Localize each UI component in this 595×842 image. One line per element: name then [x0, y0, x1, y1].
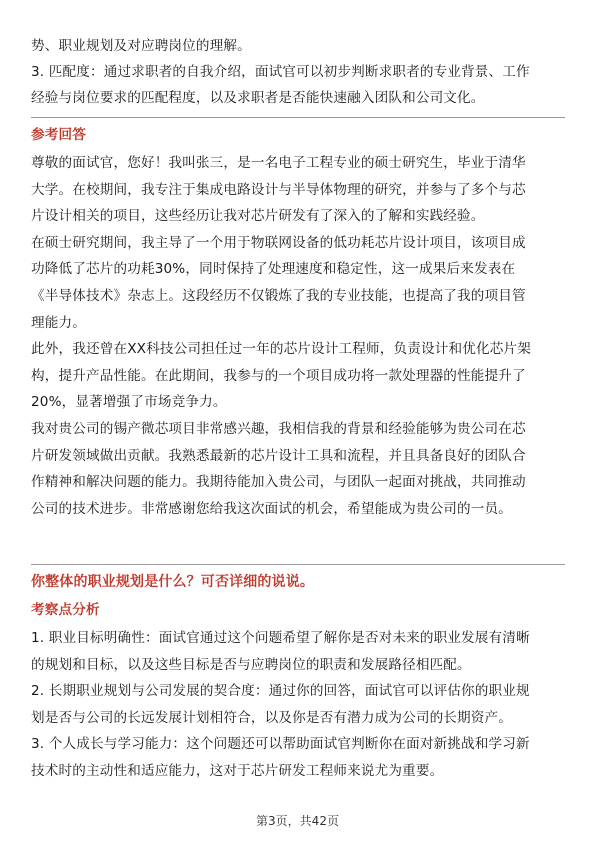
text-line: 功降低了芯片的功耗30%，同时保持了处理速度和稳定性，这一成果后来发表在	[31, 261, 516, 278]
text-line: 技术时的主动性和适应能力，这对于芯片研发工程师来说尤为重要。	[31, 762, 444, 779]
text-line: 3. 个人成长与学习能力：这个问题还可以帮助面试官判断你在面对新挑战和学习新	[31, 736, 530, 753]
text-line: 公司的技术进步。非常感谢您给我这次面试的机会，希望能成为贵公司的一员。	[31, 500, 513, 517]
answer-heading: 参考回答	[31, 127, 86, 143]
text-line: 作精神和解决问题的能力。我期待能加入贵公司，与团队一起面对挑战，共同推动	[31, 474, 526, 491]
section1-tail	[31, 34, 530, 110]
text-line: 3. 匹配度：通过求职者的自我介绍，面试官可以初步判断求职者的专业背景、工作	[31, 64, 530, 80]
text-line: 构，提升产品性能。在此期间，我参与的一个项目成功将一款处理器的性能提升了	[31, 367, 526, 384]
text-line: 我对贵公司的锡产微芯项目非常感兴趣，我相信我的背景和经验能够为贵公司在芯	[31, 420, 526, 437]
text-line: 2. 长期职业规划与公司发展的契合度：通过你的回答，面试官可以评估你的职业规	[31, 683, 530, 700]
text-line: 在硕士研究期间，我主导了一个用于物联网设备的低功耗芯片设计项目，该项目成	[31, 234, 526, 251]
text-line: 理能力。	[31, 314, 86, 331]
answer-body	[31, 150, 531, 522]
question-heading: 你整体的职业规划是什么？可否详细的说说。	[31, 574, 314, 590]
text-line: 片研发领域做出贡献。我熟悉最新的芯片设计工具和流程，并且具备良好的团队合	[31, 447, 526, 464]
page-number: 第3页，共42页	[256, 814, 339, 828]
text-line: 1. 职业目标明确性：面试官通过这个问题希望了解你是否对未来的职业发展有清晰	[31, 630, 530, 646]
analysis-body	[31, 625, 530, 785]
text-line: 的规划和目标，以及这些目标是否与应聘岗位的职责和发展路径相匹配。	[31, 656, 471, 673]
text-line: 尊敬的面试官，您好！我叫张三，是一名电子工程专业的硕士研究生，毕业于清华	[31, 155, 526, 171]
text-line: 经验与岗位要求的匹配程度，以及求职者是否能快速融入团队和公司文化。	[31, 90, 485, 106]
text-line: 片设计相关的项目，这些经历让我对芯片研发有了深入的了解和实践经验。	[31, 208, 485, 225]
analysis-heading: 考察点分析	[31, 602, 100, 618]
section-divider	[31, 117, 565, 118]
text-line: 势、职业规划及对应聘岗位的理解。	[31, 38, 251, 54]
text-line: 划是否与公司的长远发展计划相符合，以及你是否有潜力成为公司的长期资产。	[31, 709, 513, 726]
text-line: 20%，显著增强了市场竞争力。	[31, 394, 227, 411]
section-divider	[31, 564, 565, 565]
text-line: 此外，我还曾在XX科技公司担任过一年的芯片设计工程师，负责设计和优化芯片架	[31, 341, 531, 358]
text-line: 大学。在校期间，我专注于集成电路设计与半导体物理的研究，并参与了多个与芯	[31, 181, 526, 198]
text-line: 《半导体技术》杂志上。这段经历不仅锻炼了我的专业技能，也提高了我的项目管	[31, 287, 526, 304]
